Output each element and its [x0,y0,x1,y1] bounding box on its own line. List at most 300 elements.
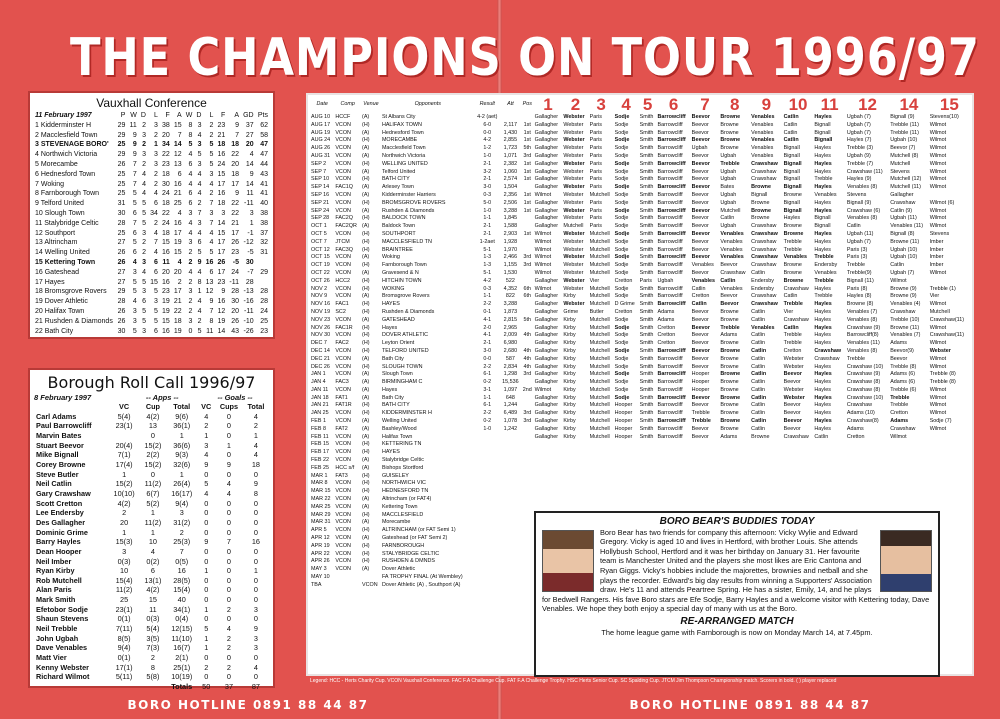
lineup-cell: Catlin [691,285,706,292]
fixture-cell: (A) [362,566,370,573]
rollcall-cell: 4 [253,450,258,460]
lineup-cell: Barrowcliff [657,379,683,386]
lineup-cell: Browne [720,402,739,409]
lineup-cell: Venables (11) [890,223,924,230]
league-cell: 21 [217,131,226,139]
lineup-cell: Trebble [890,402,909,409]
fixture-cell: FEB 1 [311,418,326,425]
lineup-cell: Hayles [814,168,831,175]
rollcall-cell: 15(4) [173,585,191,595]
fixture-cell: OCT 12 [311,246,330,253]
fixture-cell: 4th [523,347,532,354]
league-cell: 4 [177,209,182,217]
rollcall-cell: 10 [120,566,129,576]
lineup-cell: Barrowcliff [657,402,683,409]
fixture-cell [500,441,521,449]
lineup-cell: Smith [639,425,654,432]
lineup-cell: Adams (6) [890,379,916,386]
league-cell: 0 [188,327,193,335]
fixture-row [310,325,970,333]
league-cell: 7 [209,200,214,208]
lineup-cell: Barrowcliff [657,433,683,440]
league-cell: 25 [117,141,126,149]
league-team: 16 Gateshead [35,268,79,276]
lineup-cell [691,473,720,481]
rollcall-row [34,653,269,663]
rollcall-cell: 12(15) [171,624,193,634]
league-cell: 6 [153,258,158,266]
lineup-cell: Vier [783,308,794,315]
lineup-cell [562,457,588,465]
player-name: Corey Browne [36,459,86,469]
rollcall-cell: 9 [204,459,209,469]
league-row [33,189,270,199]
vicky-photo [542,530,594,592]
lineup-cell: Gallagher [534,332,559,339]
rollcall-cell: 0 [226,585,231,595]
fixture-cell: 2,356 [503,191,518,198]
league-cell: 3 [188,317,193,325]
fixture-cell: 2,855 [503,137,518,144]
lineup-cell: Trebble (1) [929,285,956,292]
lineup-cell: Paris [589,137,602,144]
fixture-row [310,434,970,442]
league-cell: 4 [142,268,146,276]
fixture-row [310,278,970,286]
lineup-cell: Ugbah [720,152,737,159]
fixture-row [310,169,970,177]
league-cell: 5 [209,249,214,257]
fixture-cell: VCON [335,449,351,456]
fixture-cell [521,402,534,410]
lineup-cell: Wilmot [534,191,552,198]
league-cell: 34 [161,141,170,149]
rollcall-row [34,508,269,518]
lineup-cell [783,473,814,481]
league-cell: 4 [142,190,146,198]
fixture-cell: JAN 4 [311,379,326,386]
league-cell: 6 [132,229,137,237]
fixture-cell: FA TROPHY FINAL (At Wembley) [381,574,463,581]
lineup-cell: Bignall [814,215,831,222]
rollcall-col-header: VC [119,402,130,411]
league-team: 1 Kidderminster H [35,121,92,129]
league-cell: 6 [188,200,193,208]
player-name: Steve Butler [36,469,79,479]
lineup-cell: Beevor [691,308,709,315]
league-cell: 1 [197,288,202,296]
rollcall-cell: 20 [120,517,129,527]
lineup-cell: Cretton [614,308,633,315]
league-col-header: D [196,112,202,119]
lineup-cell: Mutchell [589,394,610,401]
rollcall-row [34,470,269,480]
fixture-cell: (H) [362,277,370,284]
league-cell: 28 [117,298,126,306]
fixture-cell: FAC3Q [335,246,354,253]
rollcall-col-header [34,402,108,412]
lineup-cell: Smith [639,238,654,245]
league-row [33,287,270,297]
lineup-cell [562,441,588,449]
fixture-cell [521,434,534,442]
fixture-cell [521,239,534,247]
fixture-cell [475,558,500,566]
rollcall-row [34,672,269,682]
league-cell: 12 [173,151,182,159]
fixture-cell [500,457,521,465]
rollcall-cell: 0 [226,469,231,479]
fixture-cell [521,558,534,566]
league-cell: 6 [209,268,214,276]
lineup-cell: Hayles (7) [846,137,872,144]
lineup-cell [614,441,639,449]
fixture-cell: VCON [335,457,351,464]
rollcall-cell: 7(11) [115,624,133,634]
lineup-cell: Beevor [691,129,709,136]
league-team: 19 Dover Athletic [35,298,88,306]
lineup-cell: Barrowcliff [657,301,686,308]
fixture-cell: (H) [362,137,370,144]
league-team: 15 Kettering Town [35,258,96,266]
lineup-cell: Browne (11) [890,238,920,245]
lineup-cell: Browne [783,277,804,284]
lineup-cell: Trebble [720,160,740,167]
rollcall-cell: 1 [150,508,155,518]
league-cell: 9 [132,131,137,139]
lineup-cell: Beevor [691,340,709,347]
lineup-cell: Catlin [720,277,736,284]
fixture-cell: NOV 9 [311,293,328,300]
lineup-cell: Venables (8) [846,184,878,191]
rollcall-cell: 0 [253,585,258,595]
lineup-cell: Crawshaw [751,301,778,308]
lineup-cell: Wilmot [534,262,552,269]
rollcall-cell: 16(17) [171,488,193,498]
fixture-cell: 1-3 [483,254,492,261]
fixture-col-header: Opponents [414,101,441,108]
league-row [33,258,270,268]
league-cell: 22 [161,209,170,217]
lineup-cell: Wilmot [929,394,947,401]
league-header-row [33,111,270,121]
league-cell: 37 [260,229,268,237]
lineup-cell: Beevor [691,152,709,159]
league-cell: 4 [249,151,254,159]
rollcall-cell: 4 [150,546,155,556]
fixture-row [310,387,970,395]
lineup-cell [614,457,639,465]
lineup-cell: Smith [639,262,654,269]
lineup-cell: Wilmot [534,246,552,253]
league-cell: 2 [197,317,202,325]
player-name: Marvin Bates [36,430,82,440]
league-cell: 12 [217,307,226,315]
league-cell: 28 [231,288,239,296]
lineup-cell: Gallagher [534,137,559,144]
lineup-cell [589,457,614,465]
league-col-header: F [220,112,226,119]
league-cell: 3 [142,327,146,335]
player-name: Dominic Grime [36,527,88,537]
lineup-cell: Crawshaw [890,199,916,206]
lineup-cell: Mutchell [589,285,610,292]
lineup-cell: Hayles [814,425,831,432]
league-cell [256,258,270,268]
lineup-cell: Browne (9) [890,293,917,300]
lineup-cell: Webster [563,262,584,269]
player-name: Barry Hayles [36,537,81,547]
league-cell: 3 [188,239,193,247]
league-cell: 4 [142,170,146,178]
fixture-cell: MORECAMBE [381,137,418,144]
rollcall-date: 8 February 1997 [34,393,92,402]
fixture-cell: 1,873 [503,308,518,315]
rollcall-cell: 20(4) [115,440,133,450]
fixture-cell: Northwich Victoria [381,152,426,159]
lineup-cell: Beevor [720,293,738,300]
league-cell: 26 [117,307,126,315]
lineup-cell: Cretton [890,410,908,417]
fixture-cell [521,379,534,387]
lineup-cell: Catlin [751,410,765,417]
lineup-cell: Mutchell [589,386,610,393]
fixture-cell: Dover Athletic [381,566,416,573]
fixture-row [310,231,970,239]
fixture-cell: (H) [362,347,370,354]
fixture-cell: 2-1 [483,176,492,183]
fixture-row [310,488,970,496]
fixture-cell: AUG 26 [311,145,331,152]
lineup-cell: Adams (10) [846,410,875,417]
league-cell: 8 [209,317,214,325]
lineup-cell: Kirby [563,433,576,440]
lineup-cell: Crawshaw [751,254,778,261]
fixture-cell: HALIFAX TOWN [381,121,422,128]
lineup-cell: Wilmot [929,363,947,370]
lineup-cell [783,465,814,473]
lineup-cell [589,465,614,473]
lineup-cell: Wilmot [929,340,947,347]
league-row [33,229,270,239]
league-cell: 7 [197,209,202,217]
league-cell: 9 [132,151,137,159]
lineup-cell [657,473,691,481]
rollcall-cell: 0 [226,517,231,527]
lineup-cell: Browne [720,425,739,432]
lineup-cell [889,480,929,488]
fixture-cell: TELFORD UNITED [381,347,429,354]
lineup-cell: Smith [639,433,654,440]
lineup-cell: Wilmot [534,238,552,245]
league-cell: 4 [142,180,146,188]
league-cell: 32 [260,239,268,247]
lineup-cell: Hooper [691,371,710,378]
fixture-row [310,247,970,255]
lineup-cell: Browne [720,121,739,128]
fixture-cell: (H) [362,285,370,292]
league-cell: 20 [231,307,239,315]
lineup-cell: Hayles [814,363,831,370]
fixture-cell: 6-1 [483,402,492,409]
fixture-cell: HAYES [381,301,400,308]
lineup-cell: Endersby [751,277,774,284]
lineup-cell: Mutchell [589,238,610,245]
lineup-cell: Catlin [751,425,765,432]
fixture-cell: 6,489 [503,410,518,417]
lineup-cell: Ugbah [720,223,737,230]
rollcall-cell: 16(7) [173,643,191,653]
fixture-cell: DOVER ATHLETIC [381,332,428,339]
lineup-cell: Hayles [814,316,831,323]
fixture-cell: 1st [523,129,531,136]
fixture-cell: VCON [335,262,351,269]
lineup-cell [614,449,639,457]
fixture-cell: (H) [362,238,370,245]
league-cell: 11 [206,327,214,335]
fixture-cell: 6-1 [483,371,492,378]
fixture-cell: 587 [505,355,515,362]
fixture-cell [521,340,534,348]
lineup-cell: Barrowcliff [657,176,683,183]
lineup-cell: Barrowcliff [657,160,686,167]
lineup-cell: Smith [639,308,654,315]
lineup-cell [889,449,929,457]
fixture-cell: VCON [335,285,351,292]
rollcall-cell: 15(2) [144,440,162,450]
fixture-cell: (H) [362,308,370,315]
league-cell: -10 [243,317,254,325]
fixture-cell: (A) [362,433,370,440]
lineup-cell: Ugbah [691,145,708,152]
lineup-cell: Crawshaw (6) [846,207,881,214]
fixture-cell: (H) [362,402,370,409]
lineup-cell: Mutchell [589,269,610,276]
rollcall-row [34,643,269,653]
lineup-cell: Crawshaw [751,160,778,167]
fixture-cell: SEP 14 [311,184,330,191]
lineup-cell: Catlin [751,347,767,354]
lineup-cell: Smith [639,410,654,417]
rollcall-cell: 0 [204,546,209,556]
lineup-cell: Crawshaw [783,285,809,292]
lineup-cell: Barrowcliff [657,410,683,417]
fixture-cell: 1,155 [503,262,518,269]
league-cell: 5 [153,317,158,325]
lineup-cell [719,473,750,481]
lineup-cell: Gallagher [534,160,559,167]
league-cell: 41 [260,180,268,188]
lineup-cell: Endersby [814,262,838,269]
league-cell: 43 [260,170,268,178]
fixture-cell: MAY 3 [311,566,327,573]
fixture-cell: 2,834 [503,363,518,370]
fixture-cell: (A) [362,223,370,230]
fixture-cell: (A) [362,394,370,401]
rollcall-cell: 0(2) [146,556,160,566]
league-cell: 9 [249,170,254,178]
league-cell: 3 [153,160,158,168]
lineup-cell: Endersby [751,285,774,292]
fixture-cell: Hayes [381,324,398,331]
rollcall-cell: 0 [253,556,258,566]
league-cell: 2 [209,121,214,129]
lineup-cell: Beevor [691,355,709,362]
league-cell: 3 [197,160,202,168]
league-cell: 15 [161,317,170,325]
league-col-header: Pts [257,112,268,119]
fixture-row [310,262,970,270]
lineup-cell: Gallagher [534,293,559,300]
fixture-cell: FAC1R [335,324,353,331]
lineup-cell: Browne [751,433,770,440]
lineup-cell [562,465,588,473]
rollcall-cell: 25 [120,595,129,605]
lineup-cell: Ugbah (10) [890,254,918,261]
lineup-cell: Hayles [814,207,832,214]
lineup-cell: Webster [563,269,584,276]
lineup-cell: Barrowcliff [657,246,683,253]
fixture-cell: SLOUGH TOWN [381,363,423,370]
lineup-cell: Gallagher [534,152,559,159]
lineup-cell [534,496,563,504]
fixture-cell: 2,815 [503,316,518,323]
lineup-cell [719,480,750,488]
lineup-cell: Ugbah (7) [846,129,871,136]
fixture-cell: FAC2Q [335,215,354,222]
fixture-cell: (A) [362,184,370,191]
lineup-cell: Wilmot [929,301,947,308]
lineup-cell [562,496,588,504]
lineup-cell: Smith [639,129,654,136]
lineup-cell [657,488,691,496]
fixture-cell: (H) [362,449,370,456]
lineup-cell: Webster [563,145,584,152]
league-row [33,121,270,131]
fixture-cell [475,473,500,481]
lineup-cell: Beevor [691,160,710,167]
lineup-cell: Wilmot [929,410,947,417]
fixture-cell: Bromsgrove Rovers [381,293,430,300]
lineup-cell: Hayles [814,386,831,393]
lineup-cell [783,449,814,457]
fixture-row [310,457,970,465]
player-name: Carl Adams [36,411,77,421]
lineup-cell: Crawshaw [751,293,777,300]
lineup-cell: Sodje [614,215,629,222]
fixture-cell: Bishops Stortford [381,464,424,471]
fixture-cell [475,441,500,449]
lineup-cell [691,480,720,488]
lineup-cell: Bignall [783,199,800,206]
lineup-cell [929,441,970,449]
lineup-cell: Smith [639,121,654,128]
league-cell: 16 [173,180,182,188]
rollcall-cell: 0 [226,508,231,518]
fixture-cell: HEDNESFORD TN [381,488,429,495]
lineup-cell: Trebble [814,254,834,261]
league-cell: 5 [142,307,146,315]
lineup-cell [691,457,720,465]
fixture-cell: NOV 26 [311,324,331,331]
lineup-cell: Sodje [614,379,629,386]
lineup-cell: Mutchell [589,340,610,347]
lineup-cell [639,449,657,457]
fixture-cell: JAN 1 [311,371,326,378]
fixture-cell: 2nd [522,386,532,393]
lineup-cell: Catlin [751,332,765,339]
rollcall-cell: 8 [253,488,258,498]
